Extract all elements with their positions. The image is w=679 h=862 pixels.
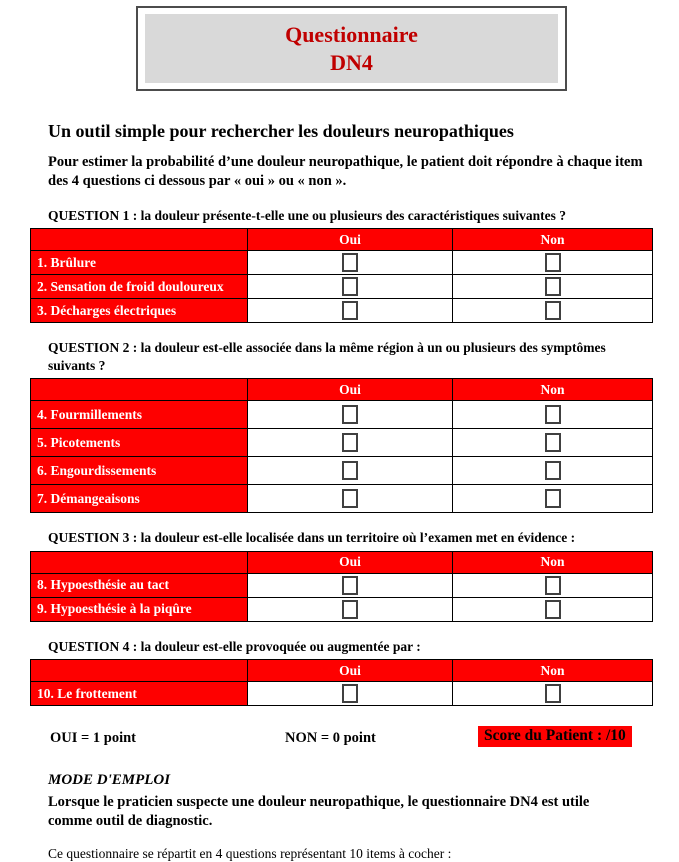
table-row (31, 485, 653, 513)
checkbox-oui[interactable] (342, 301, 358, 320)
checkbox-non[interactable] (545, 684, 561, 703)
checkbox-oui[interactable] (342, 253, 358, 272)
item-label: 7. Démangeaisons (31, 485, 248, 513)
intro-paragraph: Pour estimer la probabilité d’une douleur neuropathique, le patient doit répondre à chaque item des 4 questions ci dessous par « oui » ou « non ». (48, 154, 643, 189)
checkbox-non[interactable] (545, 405, 561, 424)
question-section-1 (30, 207, 652, 324)
item-label: 1. Brûlure (31, 251, 248, 275)
title-line1: Questionnaire (285, 22, 418, 47)
mode-demploi-heading: MODE D'EMPLOI (48, 772, 171, 789)
checkbox-non[interactable] (545, 461, 561, 480)
checkbox-non-cell (453, 401, 653, 429)
checkbox-non-cell (453, 275, 653, 299)
oui-column-header: Oui (248, 660, 453, 682)
non-column-header: Non (453, 551, 653, 573)
non-column-header: Non (453, 660, 653, 682)
oui-column-header: Oui (248, 551, 453, 573)
checkbox-oui-cell (248, 401, 453, 429)
table-row (31, 251, 653, 275)
question-table (30, 659, 653, 706)
header-row (31, 379, 653, 401)
table-row (31, 299, 653, 323)
checkbox-non-cell (453, 429, 653, 457)
corner-cell (31, 551, 248, 573)
checkbox-oui[interactable] (342, 277, 358, 296)
item-label: 6. Engourdissements (31, 457, 248, 485)
note-paragraph: Ce questionnaire se répartit en 4 questions représentant 10 items à cocher : (48, 846, 452, 862)
question-table (30, 378, 653, 513)
scoring-row (30, 726, 652, 752)
corner-cell (31, 379, 248, 401)
page-heading: Un outil simple pour rechercher les douleurs neuropathiques (48, 121, 514, 141)
table-row (31, 597, 653, 621)
checkbox-oui-cell (248, 275, 453, 299)
checkbox-non[interactable] (545, 489, 561, 508)
table-row (31, 573, 653, 597)
checkbox-oui-cell (248, 597, 453, 621)
item-label: 5. Picotements (31, 429, 248, 457)
patient-score-badge: Score du Patient : /10 (478, 726, 632, 747)
checkbox-non[interactable] (545, 576, 561, 595)
item-label: 4. Fourmillements (31, 401, 248, 429)
checkbox-oui-cell (248, 299, 453, 323)
footer (30, 772, 652, 862)
header-row (31, 551, 653, 573)
oui-points-label: OUI = 1 point (50, 730, 137, 747)
header-row (31, 660, 653, 682)
checkbox-oui-cell (248, 485, 453, 513)
question-table (30, 228, 653, 323)
checkbox-oui-cell (248, 457, 453, 485)
checkbox-oui-cell (248, 429, 453, 457)
checkbox-oui[interactable] (342, 433, 358, 452)
corner-cell (31, 660, 248, 682)
item-label: 3. Décharges électriques (31, 299, 248, 323)
checkbox-oui-cell (248, 251, 453, 275)
checkbox-oui[interactable] (342, 461, 358, 480)
checkbox-oui[interactable] (342, 576, 358, 595)
checkbox-oui[interactable] (342, 600, 358, 619)
non-column-header: Non (453, 229, 653, 251)
question-section-4 (30, 638, 652, 707)
table-row (31, 457, 653, 485)
checkbox-oui[interactable] (342, 405, 358, 424)
corner-cell (31, 229, 248, 251)
item-label: 10. Le frottement (31, 682, 248, 706)
title-box (136, 6, 567, 91)
checkbox-non[interactable] (545, 433, 561, 452)
question-table (30, 551, 653, 622)
checkbox-non-cell (453, 251, 653, 275)
checkbox-oui[interactable] (342, 684, 358, 703)
non-points-label: NON = 0 point (285, 730, 376, 747)
header-row (31, 229, 653, 251)
title-line2: DN4 (330, 49, 373, 75)
checkbox-non-cell (453, 573, 653, 597)
checkbox-oui-cell (248, 573, 453, 597)
questions-container (30, 207, 652, 707)
checkbox-non-cell (453, 485, 653, 513)
checkbox-oui[interactable] (342, 489, 358, 508)
question-section-3 (30, 529, 652, 622)
checkbox-non-cell (453, 597, 653, 621)
checkbox-non[interactable] (545, 301, 561, 320)
table-row (31, 429, 653, 457)
checkbox-non-cell (453, 682, 653, 706)
checkbox-non-cell (453, 299, 653, 323)
oui-column-header: Oui (248, 229, 453, 251)
item-label: 8. Hypoesthésie au tact (31, 573, 248, 597)
item-label: 9. Hypoesthésie à la piqûre (31, 597, 248, 621)
table-row (31, 275, 653, 299)
question-section-2 (30, 339, 652, 513)
title-text (145, 14, 558, 83)
checkbox-non-cell (453, 457, 653, 485)
question-label: QUESTION 2 : la douleur est-elle associée dans la même région à un ou plusieurs des symptômes suivants ? (48, 340, 606, 373)
non-column-header: Non (453, 379, 653, 401)
table-row (31, 682, 653, 706)
item-label: 2. Sensation de froid douloureux (31, 275, 248, 299)
checkbox-oui-cell (248, 682, 453, 706)
question-label: QUESTION 4 : la douleur est-elle provoquée ou augmentée par : (48, 638, 421, 654)
usage-paragraph: Lorsque le praticien suspecte une douleur neuropathique, le questionnaire DN4 est utile comme outil de diagnostic. (48, 794, 590, 830)
question-label: QUESTION 3 : la douleur est-elle localisée dans un territoire où l’examen met en évidence : (48, 530, 576, 546)
oui-column-header: Oui (248, 379, 453, 401)
question-label: QUESTION 1 : la douleur présente-t-elle une ou plusieurs des caractéristiques suivantes ? (48, 207, 567, 223)
checkbox-non[interactable] (545, 253, 561, 272)
checkbox-non[interactable] (545, 600, 561, 619)
table-row (31, 401, 653, 429)
checkbox-non[interactable] (545, 277, 561, 296)
